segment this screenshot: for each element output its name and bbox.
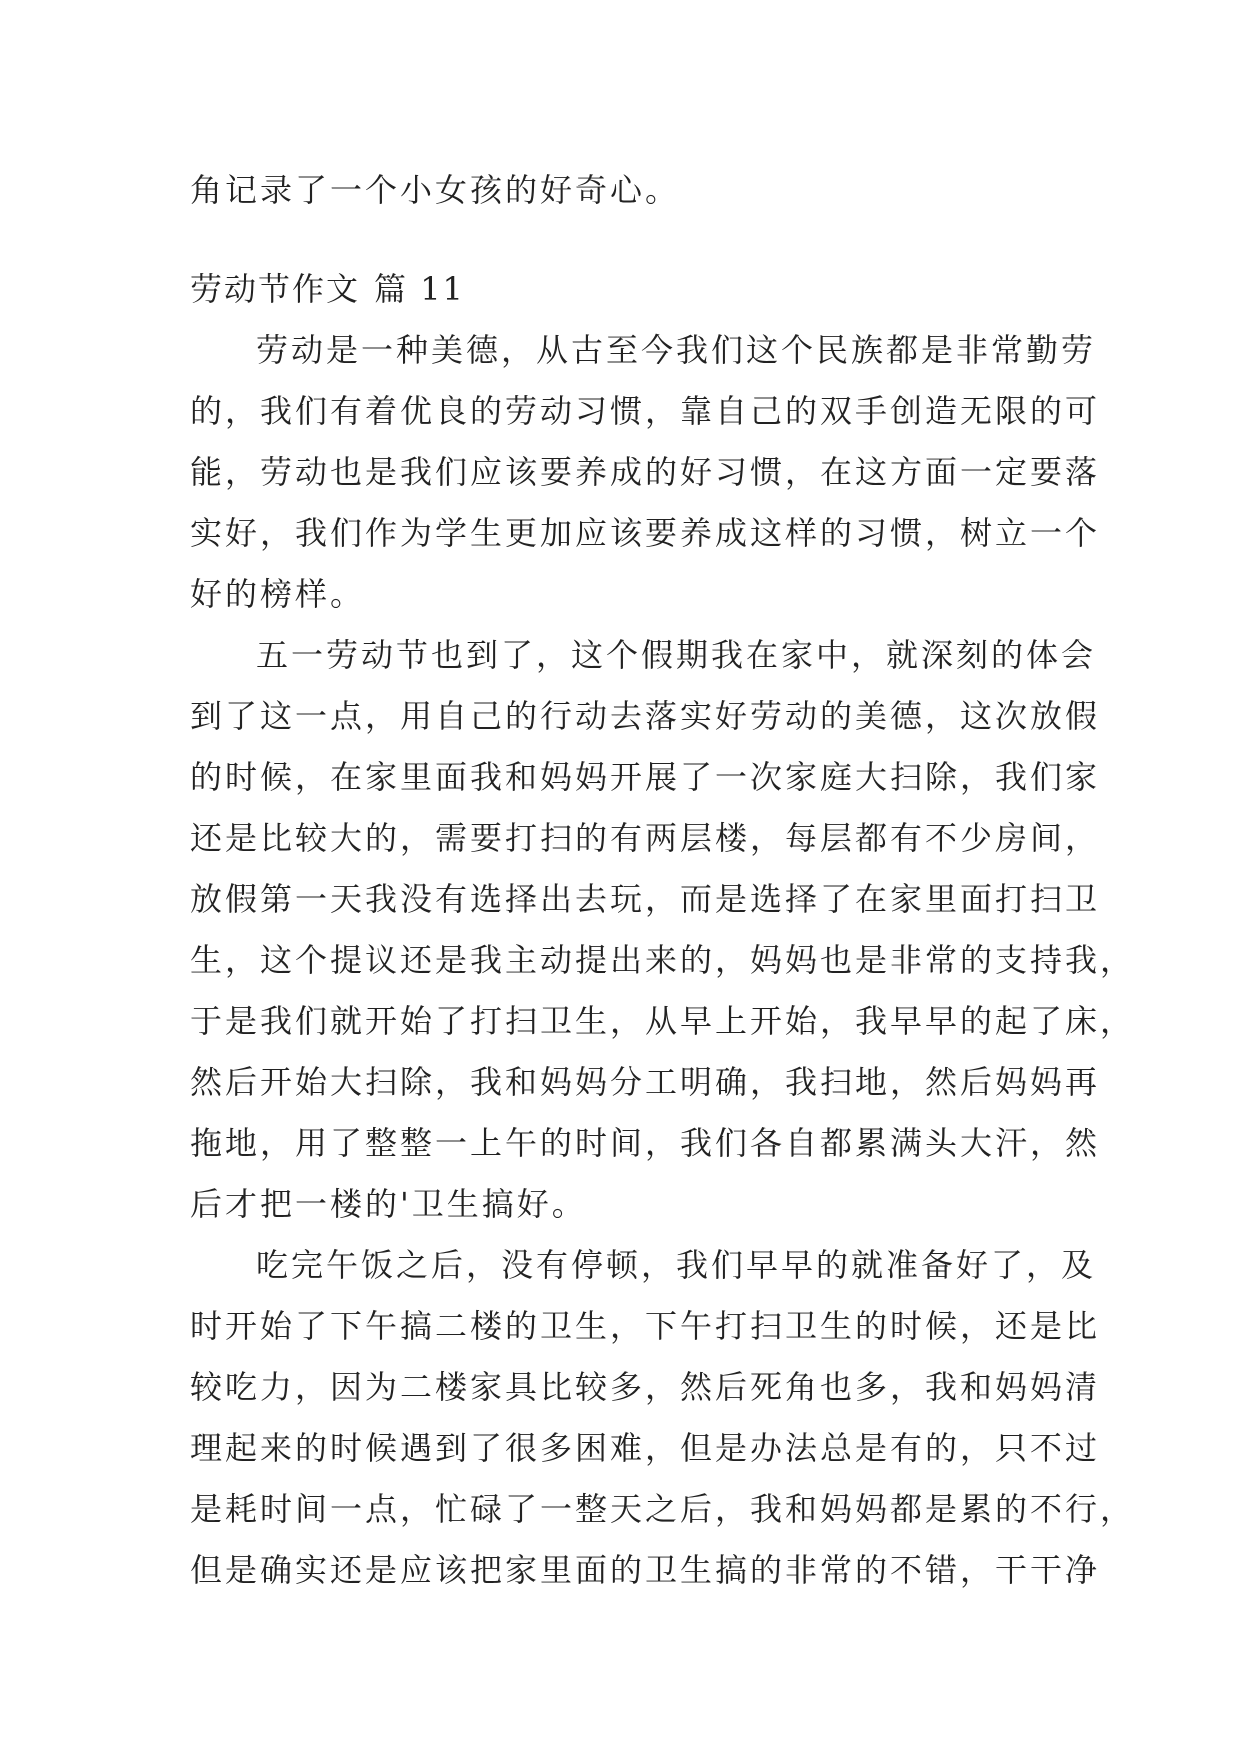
paragraph-line: 但是确实还是应该把家里面的卫生搞的非常的不错，干干净 <box>190 1551 1101 1589</box>
paragraph-2 <box>190 625 1136 1235</box>
paragraph-line: 然后开始大扫除，我和妈妈分工明确，我扫地，然后妈妈再 <box>190 1063 1101 1101</box>
paragraph-line: 吃完午饭之后，没有停顿，我们早早的就准备好了，及 <box>256 1246 1097 1284</box>
paragraph-line: 好的榜样。 <box>190 575 366 613</box>
paragraph-line: 理起来的时候遇到了很多困难，但是办法总是有的，只不过 <box>190 1429 1101 1467</box>
paragraph-line: 能，劳动也是我们应该要养成的好习惯，在这方面一定要落 <box>190 453 1101 491</box>
section-title: 劳动节作文 <box>190 270 361 308</box>
paragraph-line: 于是我们就开始了打扫卫生，从早上开始，我早早的起了床， <box>190 1002 1136 1040</box>
paragraph-line: 的时候，在家里面我和妈妈开展了一次家庭大扫除，我们家 <box>190 758 1101 796</box>
paragraph-line: 较吃力，因为二楼家具比较多，然后死角也多，我和妈妈清 <box>190 1368 1101 1406</box>
paragraph-line: 到了这一点，用自己的行动去落实好劳动的美德，这次放假 <box>190 697 1101 735</box>
section-number: 篇 11 <box>374 270 465 308</box>
paragraph-line: 时开始了下午搞二楼的卫生，下午打扫卫生的时候，还是比 <box>190 1307 1101 1345</box>
paragraph-line: 劳动是一种美德，从古至今我们这个民族都是非常勤劳 <box>256 331 1097 369</box>
paragraph-line: 是耗时间一点，忙碌了一整天之后，我和妈妈都是累的不行， <box>190 1490 1136 1528</box>
paragraph-line: 实好，我们作为学生更加应该要养成这样的习惯，树立一个 <box>190 514 1101 552</box>
essay-body <box>190 160 1136 1601</box>
paragraph-line: 拖地，用了整整一上午的时间，我们各自都累满头大汗，然 <box>190 1124 1101 1162</box>
paragraph-line: 的，我们有着优良的劳动习惯，靠自己的双手创造无限的可 <box>190 392 1101 430</box>
paragraph-line: 放假第一天我没有选择出去玩，而是选择了在家里面打扫卫 <box>190 880 1101 918</box>
paragraph-line: 生，这个提议还是我主动提出来的，妈妈也是非常的支持我， <box>190 941 1136 979</box>
paragraph-line: 五一劳动节也到了，这个假期我在家中，就深刻的体会 <box>256 636 1097 674</box>
paragraph-1 <box>190 320 1101 625</box>
paragraph-3 <box>190 1235 1136 1601</box>
paragraph-line: 还是比较大的，需要打扫的有两层楼，每层都有不少房间， <box>190 819 1101 857</box>
section-heading <box>190 259 1050 320</box>
paragraph-line: 后才把一楼的'卫生搞好。 <box>190 1185 587 1223</box>
intro-tail-line: 角记录了一个小女孩的好奇心。 <box>190 171 681 209</box>
